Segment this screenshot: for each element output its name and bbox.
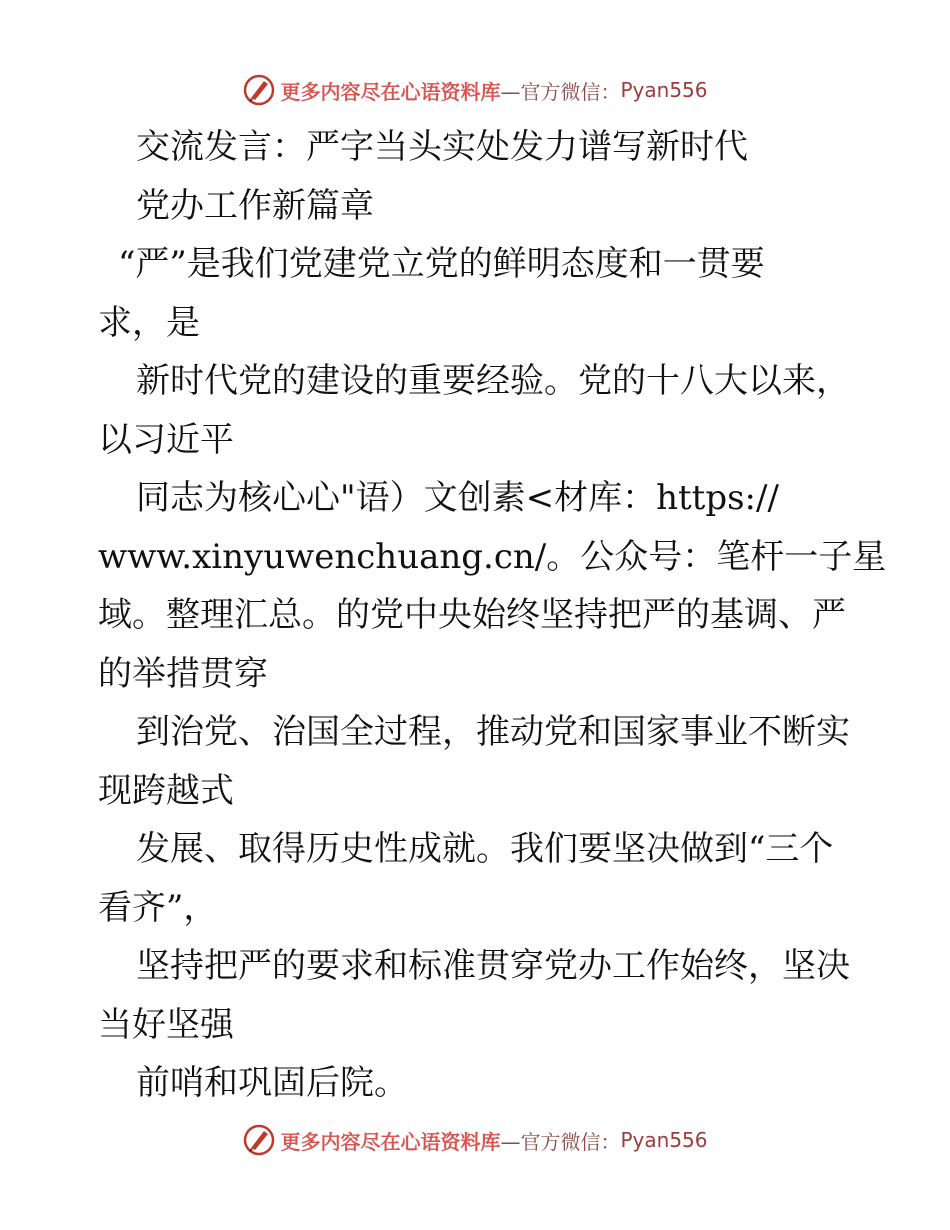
watermark-wechat-id: Pyan556 [620, 1128, 708, 1152]
paragraph-line: www.xinyuwenchuang.cn/。公众号：笔杆一子星 [98, 536, 887, 577]
footer-watermark [0, 1120, 950, 1160]
paragraph-line: “严”是我们党建党立党的鲜明态度和一贯要 [118, 244, 765, 284]
paragraph-line: 的举措贯穿 [98, 653, 268, 694]
paragraph-line: 以习近平 [98, 419, 234, 460]
article-body [98, 118, 887, 1113]
paragraph-line: 到治党、治国全过程，推动党和国家事业不断实 [136, 712, 850, 752]
watermark-wechat-id: Pyan556 [620, 78, 708, 102]
title-line-2: 党办工作新篇章 [136, 185, 374, 226]
paragraph-line: 前哨和巩固后院。 [136, 1063, 408, 1103]
paragraph-line: 域。整理汇总。的党中央始终坚持把严的基调、严 [98, 595, 846, 635]
watermark-tail-text: —官方微信： [500, 79, 621, 104]
paragraph-line: 坚持把严的要求和标准贯穿党办工作始终，坚决 [136, 946, 850, 986]
watermark-tail-text: —官方微信： [500, 1129, 621, 1154]
header-watermark [0, 70, 950, 110]
paragraph-line: 发展、取得历史性成就。我们要坚决做到“三个 [136, 829, 834, 869]
paragraph-line: 当好坚强 [98, 1004, 234, 1045]
watermark-lead-text: 更多内容尽在心语资料库 [280, 1129, 501, 1154]
quill-pen-icon [242, 73, 276, 107]
paragraph-line: 同志为核心心"语）文创素<材库：https:// [136, 478, 779, 518]
paragraph-line: 求，是 [98, 302, 200, 343]
paragraph-line: 现跨越式 [98, 770, 234, 811]
watermark-lead-text: 更多内容尽在心语资料库 [280, 79, 501, 104]
paragraph-line: 看齐”， [98, 887, 218, 928]
quill-pen-icon [242, 1123, 276, 1157]
title-line-1: 交流发言：严字当头实处发力谱写新时代 [136, 127, 748, 167]
paragraph-line: 新时代党的建设的重要经验。党的十八大以来， [136, 361, 850, 401]
